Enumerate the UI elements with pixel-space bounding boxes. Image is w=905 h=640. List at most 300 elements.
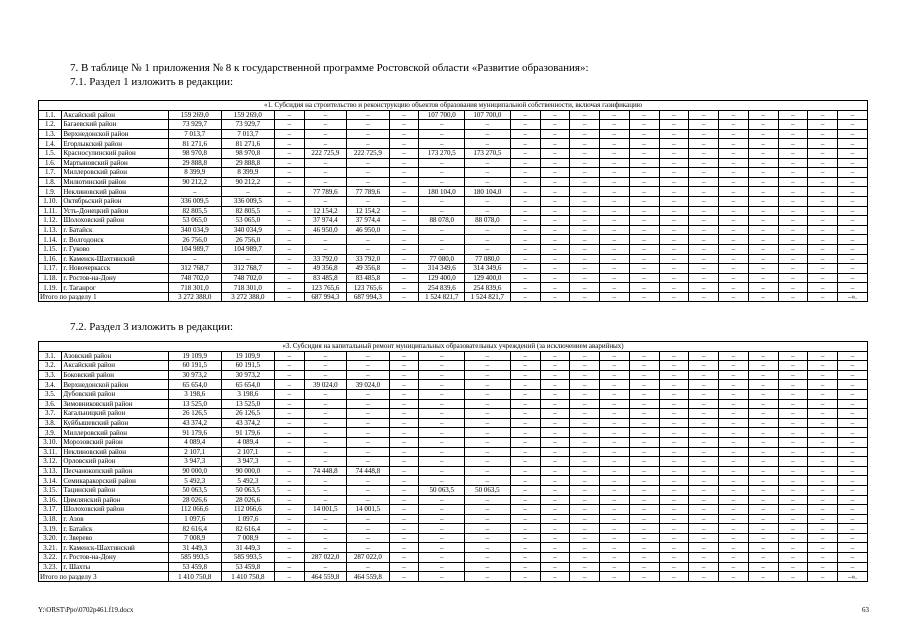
amount-cell: – <box>274 187 304 197</box>
amount-cell: – <box>540 370 570 380</box>
amount-cell: – <box>510 351 540 361</box>
amount-cell: – <box>748 380 778 390</box>
amount-cell: – <box>540 225 570 235</box>
amount-cell: – <box>347 447 390 457</box>
amount-cell: – <box>304 168 347 178</box>
amount-cell: – <box>510 543 540 553</box>
row-number: 1.15. <box>39 244 62 254</box>
amount-cell: – <box>274 533 304 543</box>
municipality-name: Мартыновский район <box>62 158 168 168</box>
total-amount-cell: – <box>808 572 838 582</box>
total-amount-cell: – <box>274 572 304 582</box>
amount-cell: – <box>274 225 304 235</box>
amount-cell: – <box>659 177 689 187</box>
municipality-name: г. Азов <box>62 514 168 524</box>
amount-cell: – <box>659 389 689 399</box>
amount-cell: – <box>748 370 778 380</box>
amount-cell: – <box>808 351 838 361</box>
total-amount-cell: 687 994,3 <box>304 292 347 302</box>
amount-cell: – <box>689 129 719 139</box>
row-number: 3.21. <box>39 543 62 553</box>
amount-cell: – <box>838 380 868 390</box>
municipality-name: Милютинский район <box>62 177 168 187</box>
amount-cell: – <box>347 196 390 206</box>
amount-cell: – <box>419 129 465 139</box>
amount-cell: – <box>838 177 868 187</box>
amount-cell: – <box>778 380 808 390</box>
amount-cell: – <box>719 264 749 274</box>
amount-cell: – <box>389 244 419 254</box>
amount-cell: – <box>600 235 630 245</box>
amount-cell: – <box>570 216 600 226</box>
row-number: 1.12. <box>39 216 62 226</box>
amount-cell: – <box>689 389 719 399</box>
amount-cell: – <box>540 476 570 486</box>
amount-cell: – <box>600 148 630 158</box>
amount-cell: – <box>600 120 630 130</box>
amount-cell: 5 492,3 <box>168 476 221 486</box>
municipality-name: г. Волгодонск <box>62 235 168 245</box>
amount-cell: – <box>570 562 600 572</box>
amount-cell: – <box>748 495 778 505</box>
amount-cell: – <box>540 389 570 399</box>
amount-cell: – <box>719 351 749 361</box>
amount-cell: – <box>570 235 600 245</box>
amount-cell: – <box>274 361 304 371</box>
amount-cell: – <box>274 370 304 380</box>
amount-cell: – <box>274 485 304 495</box>
amount-cell: – <box>629 533 659 543</box>
amount-cell: 90 000,0 <box>221 466 274 476</box>
amount-cell: – <box>659 216 689 226</box>
amount-cell: 46 950,0 <box>304 225 347 235</box>
table-row <box>39 457 868 467</box>
amount-cell: – <box>659 428 689 438</box>
amount-cell: – <box>808 495 838 505</box>
table-row <box>39 380 868 390</box>
amount-cell: 107 700,0 <box>419 110 465 120</box>
amount-cell: 30 973,2 <box>168 370 221 380</box>
amount-cell: – <box>600 273 630 283</box>
municipality-name: Дубовский район <box>62 389 168 399</box>
amount-cell: – <box>419 351 465 361</box>
total-amount-cell: –». <box>838 292 868 302</box>
amount-cell: 1 097,6 <box>168 514 221 524</box>
amount-cell: 53 459,8 <box>168 562 221 572</box>
total-label: Итого по разделу 3 <box>39 572 169 582</box>
amount-cell: – <box>304 437 347 447</box>
amount-cell: – <box>465 177 511 187</box>
row-number: 3.10. <box>39 437 62 447</box>
amount-cell: – <box>600 380 630 390</box>
amount-cell: 254 839,6 <box>465 283 511 293</box>
amount-cell: – <box>389 428 419 438</box>
amount-cell: 173 270,5 <box>419 148 465 158</box>
amount-cell: – <box>838 553 868 563</box>
amount-cell: – <box>600 351 630 361</box>
amount-cell: – <box>600 409 630 419</box>
table-section-1 <box>38 100 868 302</box>
amount-cell: – <box>808 476 838 486</box>
table-row <box>39 177 868 187</box>
amount-cell: – <box>600 225 630 235</box>
amount-cell: 50 063,5 <box>419 485 465 495</box>
amount-cell: – <box>689 399 719 409</box>
amount-cell: 336 009,5 <box>221 196 274 206</box>
amount-cell: – <box>689 533 719 543</box>
municipality-name: Семикаракорский район <box>62 476 168 486</box>
total-amount-cell: – <box>778 572 808 582</box>
amount-cell: – <box>304 235 347 245</box>
amount-cell: 37 974,4 <box>304 216 347 226</box>
amount-cell: – <box>570 437 600 447</box>
total-amount-cell: – <box>808 292 838 302</box>
row-number: 3.8. <box>39 418 62 428</box>
amount-cell: – <box>689 370 719 380</box>
amount-cell: – <box>347 543 390 553</box>
amount-cell: – <box>808 543 838 553</box>
amount-cell: – <box>465 168 511 178</box>
amount-cell: – <box>510 437 540 447</box>
amount-cell: – <box>510 148 540 158</box>
amount-cell: – <box>274 139 304 149</box>
amount-cell: – <box>719 139 749 149</box>
amount-cell: – <box>659 457 689 467</box>
amount-cell: – <box>719 562 749 572</box>
amount-cell: – <box>629 361 659 371</box>
amount-cell: – <box>274 158 304 168</box>
municipality-name: Октябрьский район <box>62 196 168 206</box>
total-amount-cell: – <box>748 292 778 302</box>
amount-cell: – <box>510 476 540 486</box>
amount-cell: – <box>510 457 540 467</box>
amount-cell: – <box>689 543 719 553</box>
amount-cell: – <box>540 168 570 178</box>
amount-cell: – <box>540 158 570 168</box>
amount-cell: – <box>600 216 630 226</box>
amount-cell: – <box>465 129 511 139</box>
amount-cell: – <box>570 129 600 139</box>
amount-cell: – <box>510 514 540 524</box>
row-number: 1.6. <box>39 158 62 168</box>
amount-cell: – <box>347 120 390 130</box>
amount-cell: – <box>600 533 630 543</box>
amount-cell: – <box>510 235 540 245</box>
municipality-name: Миллеровский район <box>62 168 168 178</box>
amount-cell: – <box>274 351 304 361</box>
table-row <box>39 129 868 139</box>
amount-cell: – <box>465 466 511 476</box>
row-number: 3.19. <box>39 524 62 534</box>
amount-cell: – <box>304 418 347 428</box>
amount-cell: 33 792,0 <box>304 254 347 264</box>
amount-cell: – <box>748 129 778 139</box>
amount-cell: – <box>659 168 689 178</box>
amount-cell: – <box>719 283 749 293</box>
amount-cell: – <box>719 457 749 467</box>
amount-cell: – <box>808 380 838 390</box>
amount-cell: 12 154,2 <box>347 206 390 216</box>
row-number: 1.7. <box>39 168 62 178</box>
amount-cell: – <box>719 466 749 476</box>
amount-cell: – <box>629 514 659 524</box>
amount-cell: – <box>719 110 749 120</box>
amount-cell: – <box>689 177 719 187</box>
amount-cell: – <box>540 466 570 476</box>
amount-cell: – <box>389 370 419 380</box>
amount-cell: – <box>600 562 630 572</box>
amount-cell: – <box>274 514 304 524</box>
municipality-name: Егорлыкский район <box>62 139 168 149</box>
amount-cell: – <box>510 380 540 390</box>
amount-cell: – <box>659 533 689 543</box>
row-number: 3.15. <box>39 485 62 495</box>
amount-cell: – <box>778 418 808 428</box>
amount-cell: – <box>274 466 304 476</box>
heading-section-3: 7.2. Раздел 3 изложить в редакции: <box>70 321 234 333</box>
total-amount-cell: 687 994,3 <box>347 292 390 302</box>
amount-cell: – <box>600 418 630 428</box>
amount-cell: 287 022,0 <box>304 553 347 563</box>
amount-cell: – <box>629 139 659 149</box>
amount-cell: – <box>659 466 689 476</box>
amount-cell: – <box>689 418 719 428</box>
amount-cell: – <box>465 139 511 149</box>
total-amount-cell: 464 559,8 <box>304 572 347 582</box>
amount-cell: – <box>600 553 630 563</box>
amount-cell: – <box>689 158 719 168</box>
amount-cell: – <box>689 244 719 254</box>
amount-cell: 312 768,7 <box>168 264 221 274</box>
total-amount-cell: – <box>778 292 808 302</box>
amount-cell: – <box>838 409 868 419</box>
amount-cell: – <box>719 206 749 216</box>
amount-cell: – <box>419 418 465 428</box>
amount-cell: – <box>748 553 778 563</box>
amount-cell: – <box>689 225 719 235</box>
amount-cell: 77 080,0 <box>419 254 465 264</box>
amount-cell: – <box>748 148 778 158</box>
amount-cell: – <box>838 495 868 505</box>
table-caption: «1. Субсидия на строительство и реконструкцию объектов образования муниципальной собственности, включая газификацию <box>39 101 868 111</box>
amount-cell: 2 107,1 <box>168 447 221 457</box>
table-row <box>39 389 868 399</box>
amount-cell: – <box>570 110 600 120</box>
amount-cell: – <box>570 505 600 515</box>
amount-cell: 88 078,0 <box>419 216 465 226</box>
amount-cell: – <box>389 110 419 120</box>
amount-cell: – <box>778 457 808 467</box>
municipality-name: Орловский район <box>62 457 168 467</box>
amount-cell: – <box>347 409 390 419</box>
amount-cell: – <box>629 244 659 254</box>
amount-cell: – <box>629 428 659 438</box>
amount-cell: – <box>600 264 630 274</box>
municipality-name: Усть-Донецкий район <box>62 206 168 216</box>
amount-cell: – <box>274 235 304 245</box>
table-row <box>39 273 868 283</box>
amount-cell: – <box>600 110 630 120</box>
amount-cell: – <box>719 244 749 254</box>
row-number: 1.10. <box>39 196 62 206</box>
amount-cell: – <box>389 235 419 245</box>
amount-cell: – <box>540 148 570 158</box>
row-number: 3.4. <box>39 380 62 390</box>
amount-cell: – <box>570 495 600 505</box>
amount-cell: 50 063,5 <box>221 485 274 495</box>
amount-cell: – <box>689 283 719 293</box>
amount-cell: – <box>629 524 659 534</box>
amount-cell: 314 349,6 <box>419 264 465 274</box>
amount-cell: – <box>689 187 719 197</box>
amount-cell: – <box>419 168 465 178</box>
amount-cell: 312 768,7 <box>221 264 274 274</box>
amount-cell: – <box>629 457 659 467</box>
municipality-name: Багаевский район <box>62 120 168 130</box>
amount-cell: 287 022,0 <box>347 553 390 563</box>
amount-cell: – <box>510 418 540 428</box>
amount-cell: – <box>419 139 465 149</box>
amount-cell: – <box>808 244 838 254</box>
amount-cell: 159 269,0 <box>221 110 274 120</box>
amount-cell: – <box>389 264 419 274</box>
amount-cell: – <box>540 110 570 120</box>
table-row <box>39 225 868 235</box>
amount-cell: 14 001,5 <box>304 505 347 515</box>
amount-cell: – <box>748 437 778 447</box>
amount-cell: – <box>570 370 600 380</box>
amount-cell: – <box>659 129 689 139</box>
amount-cell: 39 024,0 <box>304 380 347 390</box>
row-number: 3.11. <box>39 447 62 457</box>
amount-cell: – <box>510 139 540 149</box>
amount-cell: 4 089,4 <box>221 437 274 447</box>
row-number: 1.14. <box>39 235 62 245</box>
row-number: 1.1. <box>39 110 62 120</box>
amount-cell: – <box>419 380 465 390</box>
amount-cell: 2 107,1 <box>221 447 274 457</box>
row-number: 3.22. <box>39 553 62 563</box>
amount-cell: – <box>347 495 390 505</box>
table-row <box>39 562 868 572</box>
amount-cell: – <box>347 370 390 380</box>
amount-cell: 159 269,0 <box>168 110 221 120</box>
amount-cell: – <box>540 418 570 428</box>
amount-cell: – <box>659 370 689 380</box>
row-number: 3.2. <box>39 361 62 371</box>
amount-cell: – <box>689 148 719 158</box>
amount-cell: – <box>540 457 570 467</box>
amount-cell: 82 805,5 <box>168 206 221 216</box>
amount-cell: – <box>570 148 600 158</box>
amount-cell: – <box>570 466 600 476</box>
amount-cell: – <box>465 399 511 409</box>
amount-cell: – <box>689 235 719 245</box>
amount-cell: – <box>347 351 390 361</box>
amount-cell: – <box>808 553 838 563</box>
amount-cell: – <box>570 543 600 553</box>
amount-cell: – <box>510 283 540 293</box>
amount-cell: – <box>570 485 600 495</box>
amount-cell: – <box>689 380 719 390</box>
footer-page-number: 63 <box>862 606 869 614</box>
amount-cell: – <box>389 158 419 168</box>
amount-cell: – <box>629 399 659 409</box>
amount-cell: – <box>838 254 868 264</box>
amount-cell: 718 301,0 <box>168 283 221 293</box>
amount-cell: – <box>808 168 838 178</box>
amount-cell: – <box>540 543 570 553</box>
amount-cell: – <box>221 254 274 264</box>
amount-cell: 8 399,9 <box>168 168 221 178</box>
amount-cell: – <box>274 476 304 486</box>
amount-cell: – <box>719 389 749 399</box>
amount-cell: – <box>748 158 778 168</box>
total-amount-cell: 464 559,8 <box>347 572 390 582</box>
amount-cell: – <box>540 533 570 543</box>
amount-cell: – <box>659 399 689 409</box>
amount-cell: – <box>689 562 719 572</box>
amount-cell: – <box>748 466 778 476</box>
amount-cell: – <box>748 361 778 371</box>
amount-cell: – <box>540 447 570 457</box>
amount-cell: – <box>465 361 511 371</box>
total-amount-cell: 1 524 821,7 <box>419 292 465 302</box>
amount-cell: – <box>274 196 304 206</box>
amount-cell: – <box>389 361 419 371</box>
amount-cell: – <box>719 216 749 226</box>
amount-cell: – <box>719 148 749 158</box>
amount-cell: – <box>808 206 838 216</box>
amount-cell: – <box>748 264 778 274</box>
amount-cell: – <box>600 370 630 380</box>
municipality-name: Тацинский район <box>62 485 168 495</box>
amount-cell: – <box>838 351 868 361</box>
amount-cell: – <box>629 466 659 476</box>
amount-cell: – <box>510 533 540 543</box>
amount-cell: – <box>465 158 511 168</box>
table-row <box>39 110 868 120</box>
amount-cell: – <box>748 187 778 197</box>
amount-cell: – <box>838 428 868 438</box>
amount-cell: – <box>719 129 749 139</box>
amount-cell: – <box>510 225 540 235</box>
amount-cell: – <box>629 409 659 419</box>
amount-cell: – <box>719 225 749 235</box>
amount-cell: – <box>540 129 570 139</box>
amount-cell: – <box>304 177 347 187</box>
amount-cell: – <box>510 399 540 409</box>
amount-cell: – <box>304 514 347 524</box>
amount-cell: – <box>570 514 600 524</box>
amount-cell: – <box>540 273 570 283</box>
amount-cell: – <box>748 139 778 149</box>
amount-cell: – <box>570 187 600 197</box>
total-amount-cell: – <box>629 292 659 302</box>
amount-cell: – <box>659 244 689 254</box>
total-amount-cell: – <box>389 292 419 302</box>
amount-cell: 77 789,6 <box>304 187 347 197</box>
table-row <box>39 466 868 476</box>
amount-cell: – <box>659 543 689 553</box>
municipality-name: Азовский район <box>62 351 168 361</box>
amount-cell: 49 356,8 <box>347 264 390 274</box>
amount-cell: 12 154,2 <box>304 206 347 216</box>
amount-cell: – <box>629 196 659 206</box>
amount-cell: 222 725,9 <box>347 148 390 158</box>
amount-cell: – <box>274 244 304 254</box>
amount-cell: – <box>838 562 868 572</box>
